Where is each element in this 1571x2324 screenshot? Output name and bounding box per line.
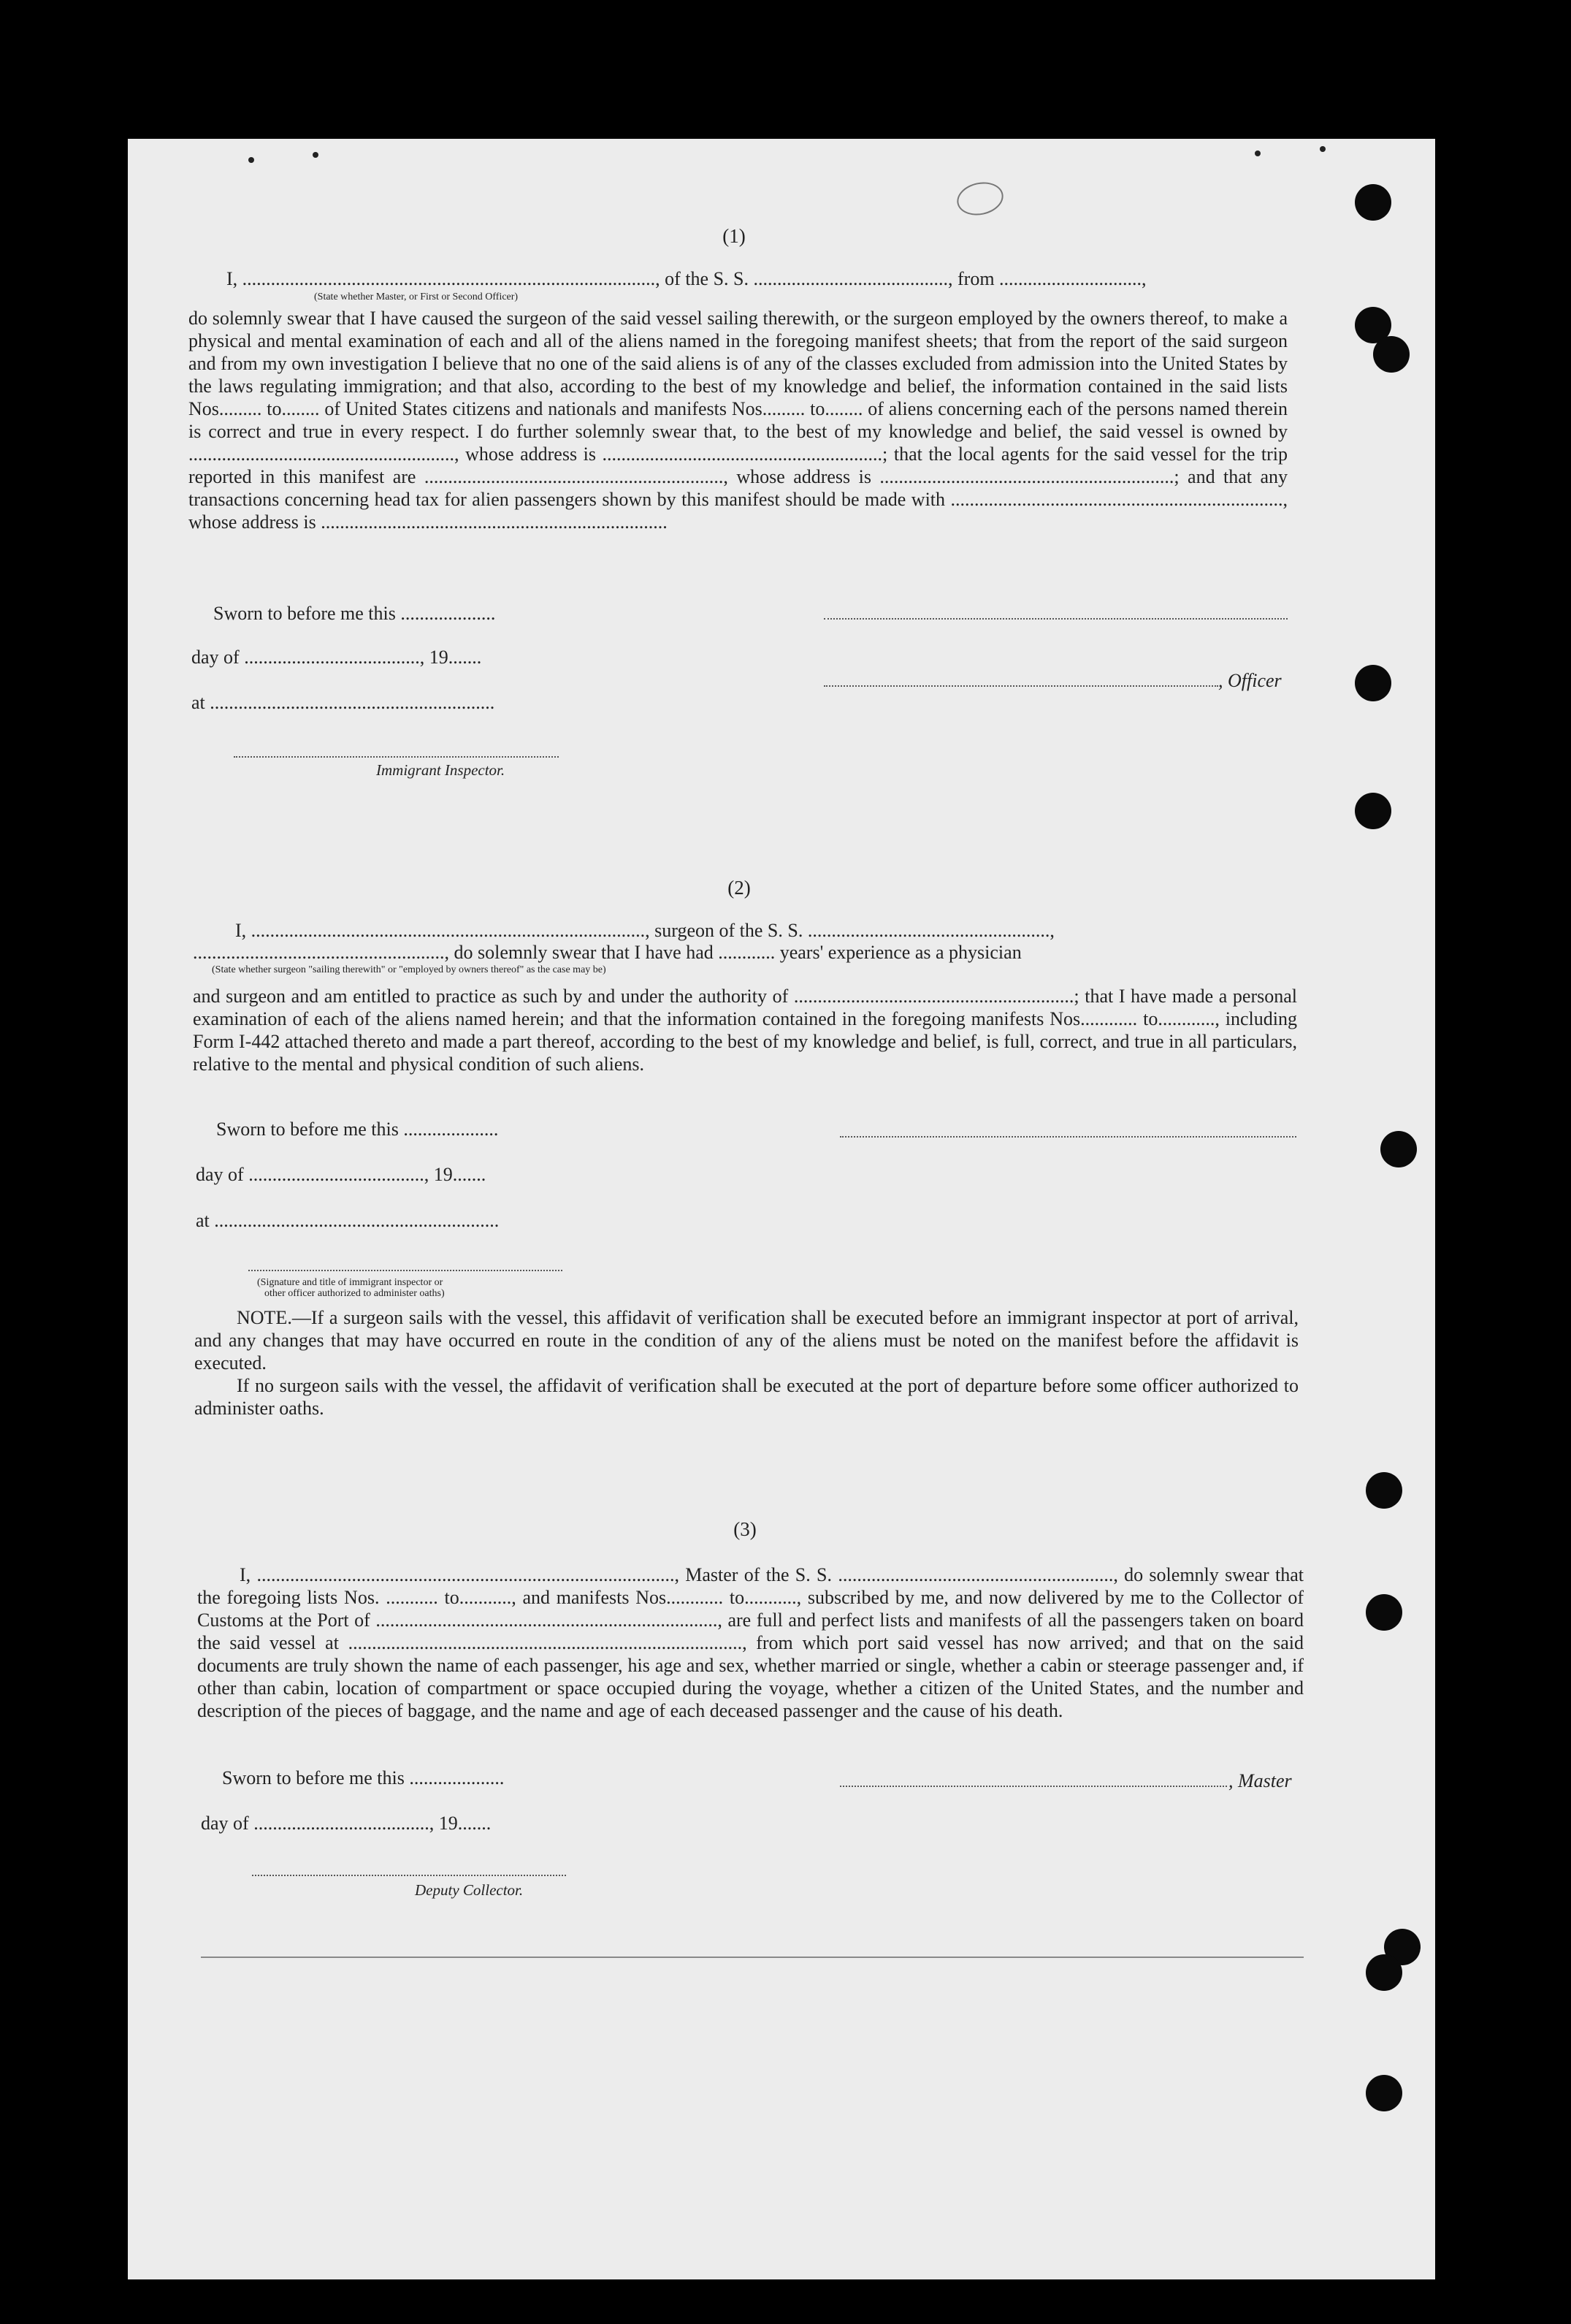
- section-1-signature-line[interactable]: [824, 618, 1288, 620]
- punch-hole: [1366, 2075, 1402, 2111]
- section-2-signature-line[interactable]: [840, 1136, 1296, 1138]
- section-1-day: day of ....................................., 19.......: [191, 647, 482, 668]
- section-1-sworn: Sworn to before me this ....................: [213, 603, 496, 624]
- punch-hole: [1366, 1472, 1402, 1509]
- section-3-sworn: Sworn to before me this ....................: [222, 1767, 505, 1788]
- section-2-number: (2): [727, 877, 751, 899]
- section-2-day: day of ....................................., 19.......: [196, 1164, 486, 1185]
- punch-hole: [1373, 336, 1410, 373]
- section-3-body-text: I, ........................................................................................, Master of the S. S. .........................................................., do solemnly swear that the foregoing lists Nos. ........... to..........., and manifests Nos............ to..........., subscribed by me, and now delivered by me to the Collector of Customs at the Port of ........................................................................, are full and perfect lists and manifests of all the passengers taken on board the said vessel at ..................................................................................., from which port said vessel has now arrived; and that on the said documents are truly shown the name of each passenger, his age and sex, whether married or single, whether a cabin or steerage passenger and, if other than cabin, location of compartment or space occupied during the voyage, whether a citizen of the United States, and the number and description of the pieces of baggage, and the name and age of each deceased passenger and the cause of his death.: [197, 1564, 1304, 1721]
- section-1-body: [188, 307, 1288, 533]
- section-1-inspector-line[interactable]: [234, 756, 559, 758]
- section-2-line-2: ....................................................., do solemnly swear that I have had ............ years' experience as a physician: [193, 942, 1022, 963]
- speck: [1255, 151, 1261, 156]
- punch-hole: [1366, 1594, 1402, 1631]
- section-3-master-label: , Master: [1228, 1770, 1292, 1791]
- note-heading: NOTE.: [237, 1307, 292, 1328]
- punch-hole: [1380, 1131, 1417, 1167]
- section-1-intro-note: (State whether Master, or First or Second Officer): [314, 292, 519, 302]
- section-1-number: (1): [722, 225, 746, 247]
- section-2-line-1: I, ..................................................................................., surgeon of the S. S. ...................................................,: [235, 920, 1055, 941]
- punch-hole: [1355, 793, 1391, 829]
- note-text: —If a surgeon sails with the vessel, this affidavit of verification shall be executed before an immigrant inspector at port of arrival, and any changes that may have occurred en route in the condition of any of the aliens must be noted on the manifest before the affidavit is executed.: [194, 1307, 1299, 1374]
- bottom-rule: [201, 1957, 1304, 1958]
- speck: [1320, 146, 1326, 152]
- section-2-administering-officer-line[interactable]: [248, 1270, 562, 1271]
- section-2-sworn: Sworn to before me this ....................: [216, 1119, 499, 1140]
- section-2-note-block: [194, 1306, 1299, 1420]
- section-1-inspector-label: Immigrant Inspector.: [376, 761, 505, 779]
- section-3-day: day of ....................................., 19.......: [201, 1813, 492, 1834]
- note-text-2: If no surgeon sails with the vessel, the affidavit of verification shall be executed at the port of departure before some officer authorized to administer oaths.: [194, 1375, 1299, 1419]
- speck: [248, 157, 254, 163]
- section-1-officer-line[interactable]: [824, 685, 1218, 687]
- section-2-at: at ............................................................: [196, 1210, 500, 1231]
- section-3-master-line[interactable]: [840, 1786, 1227, 1787]
- section-2-signature-note-2: other officer authorized to administer oaths): [264, 1288, 445, 1299]
- section-1-at: at ............................................................: [191, 692, 495, 713]
- section-3-collector-label: Deputy Collector.: [415, 1881, 524, 1899]
- punch-hole: [1355, 184, 1391, 221]
- section-2-note: (State whether surgeon "sailing therewith" or "employed by owners thereof" as the case may be): [212, 964, 606, 975]
- punch-hole: [1355, 665, 1391, 701]
- section-3-number: (3): [733, 1518, 757, 1540]
- section-1-body-text: do solemnly swear that I have caused the surgeon of the said vessel sailing therewith, or the surgeon employed by the owners thereof, to make a physical and mental examination of each and all of the aliens named in the foregoing manifest sheets; that from the report of the said surgeon and from my own investigation I believe that no one of the said aliens is of any of the classes excluded from admission into the United States by the laws regulating immigration; and that also, according to the best of my knowledge and belief, the information contained in the said lists Nos......... to........ of United States citizens and nationals and manifests Nos......... to........ of aliens concerning each of the persons named therein is correct and true in every respect. I do further solemnly swear that, to the best of my knowledge and belief, the said vessel is owned by ........................................................, whose address is ...........................................................; that the local agents for the said vessel for the trip reported in this manifest are ..............................................................., whose address is ..............................................................; and that any transactions concerning head tax for alien passengers shown by this manifest should be made with ......................................................................, whose address is .........................................................................: [188, 308, 1288, 533]
- section-3-collector-line[interactable]: [252, 1875, 566, 1876]
- section-3-body: [197, 1563, 1304, 1722]
- section-2-signature-note-1: (Signature and title of immigrant inspector or: [257, 1277, 443, 1288]
- section-2-body-text: and surgeon and am entitled to practice as such by and under the authority of ...........................................................; that I have made a personal examination of each of the aliens named herein; and that the information contained in the foregoing manifests Nos............ to............, including Form I-442 attached thereto and made a part thereof, according to the best of my knowledge and belief, is full, correct, and true in all particulars, relative to the mental and physical condition of such aliens.: [193, 986, 1297, 1075]
- section-1-intro: I, ......................................................................................., of the S. S. ........................................., from ..............................,: [226, 268, 1147, 289]
- section-1-officer-label: , Officer: [1218, 670, 1282, 691]
- section-2-body: [193, 985, 1297, 1075]
- speck: [313, 152, 318, 158]
- punch-hole: [1366, 1954, 1402, 1991]
